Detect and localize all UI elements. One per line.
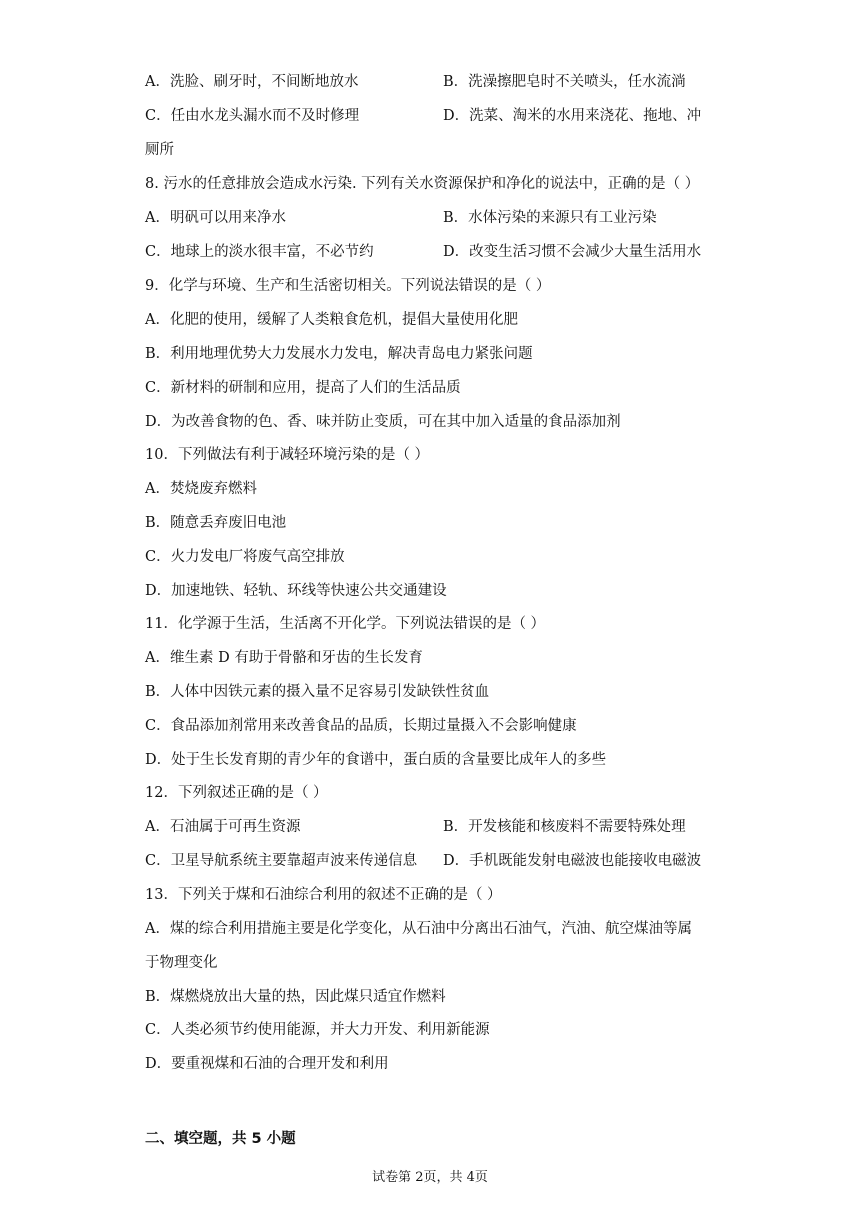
q10-option-d: D．加速地铁、轻轨、环线等快速公共交通建设 xyxy=(145,583,447,599)
q13-option-d: D．要重视煤和石油的合理开发和利用 xyxy=(145,1056,389,1072)
q12-stem: 12．下列叙述正确的是（ ） xyxy=(145,785,328,801)
q9-stem: 9．化学与环境、生产和生活密切相关。下列说法错误的是（ ） xyxy=(145,278,551,294)
q12-option-a: A．石油属于可再生资源 xyxy=(145,819,301,835)
section-heading-fill-in: 二、填空题，共 5 小题 xyxy=(145,1131,296,1147)
q9-option-b: B．利用地理优势大力发展水力发电，解决青岛电力紧张问题 xyxy=(145,346,533,362)
q7-option-a: A．洗脸、刷牙时，不间断地放水 xyxy=(145,74,359,90)
q10-stem: 10．下列做法有利于减轻环境污染的是（ ） xyxy=(145,447,430,463)
q8-stem: 8. 污水的任意排放会造成水污染. 下列有关水资源保护和净化的说法中，正确的是（ ） xyxy=(145,176,700,192)
q8-option-b: B．水体污染的来源只有工业污染 xyxy=(443,210,657,226)
q12-option-c: C．卫星导航系统主要靠超声波来传递信息 xyxy=(145,853,418,869)
q7-option-b: B．洗澡擦肥皂时不关喷头，任水流淌 xyxy=(443,74,686,90)
q8-option-c: C．地球上的淡水很丰富，不必节约 xyxy=(145,244,374,260)
q10-option-c: C．火力发电厂将废气高空排放 xyxy=(145,549,345,565)
q11-option-b: B．人体中因铁元素的摄入量不足容易引发缺铁性贫血 xyxy=(145,684,490,700)
q9-option-d: D．为改善食物的色、香、味并防止变质，可在其中加入适量的食品添加剂 xyxy=(145,414,621,430)
q10-option-a: A．焚烧废弃燃料 xyxy=(145,481,257,497)
q9-option-a: A．化肥的使用，缓解了人类粮食危机，提倡大量使用化肥 xyxy=(145,312,518,328)
q8-option-a: A．明矾可以用来净水 xyxy=(145,210,286,226)
q11-option-a: A．维生素 D 有助于骨骼和牙齿的生长发育 xyxy=(145,650,423,666)
q11-stem: 11．化学源于生活，生活离不开化学。下列说法错误的是（ ） xyxy=(145,616,546,632)
q12-option-b: B．开发核能和核废料不需要特殊处理 xyxy=(443,819,686,835)
q13-option-b: B．煤燃烧放出大量的热，因此煤只适宜作燃料 xyxy=(145,989,446,1005)
q9-option-c: C．新材料的研制和应用，提高了人们的生活品质 xyxy=(145,380,461,396)
q11-option-c: C．食品添加剂常用来改善食品的品质，长期过量摄入不会影响健康 xyxy=(145,718,577,734)
q10-option-b: B．随意丢弃废旧电池 xyxy=(145,515,287,531)
q13-stem: 13．下列关于煤和石油综合利用的叙述不正确的是（ ） xyxy=(145,887,502,903)
q7-option-d-continued: 厕所 xyxy=(145,142,174,158)
page-footer: 试卷第 2页，共 4页 xyxy=(372,1170,488,1185)
q8-option-d: D．改变生活习惯不会减少大量生活用水 xyxy=(443,244,702,260)
q13-option-c: C．人类必须节约使用能源，并大力开发、利用新能源 xyxy=(145,1022,490,1038)
q7-option-d: D．洗菜、淘米的水用来浇花、拖地、冲 xyxy=(443,108,702,124)
q13-option-a: A．煤的综合利用措施主要是化学变化，从石油中分离出石油气，汽油、航空煤油等属 xyxy=(145,921,692,937)
q7-option-c: C．任由水龙头漏水而不及时修理 xyxy=(145,108,360,124)
q11-option-d: D．处于生长发育期的青少年的食谱中，蛋白质的含量要比成年人的多些 xyxy=(145,752,607,768)
q13-option-a-continued: 于物理变化 xyxy=(145,955,218,971)
q12-option-d: D．手机既能发射电磁波也能接收电磁波 xyxy=(443,853,702,869)
